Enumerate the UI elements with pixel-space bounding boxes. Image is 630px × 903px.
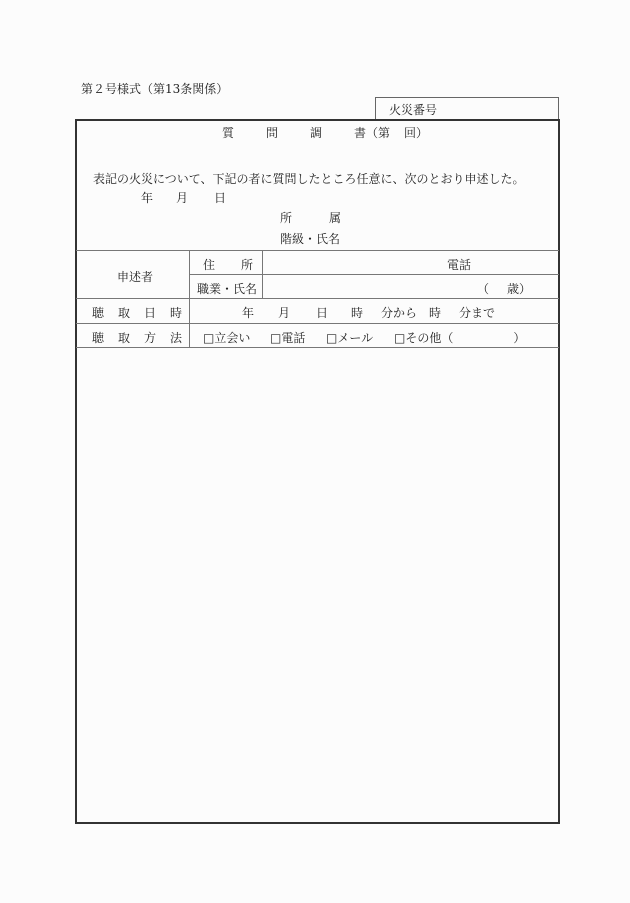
statement-text: 表記の火災について、下記の者に質問したところ任意に、次のとおり申述した。 bbox=[93, 172, 525, 186]
divider bbox=[76, 298, 559, 299]
divider bbox=[189, 274, 559, 275]
document-title: 質 問 調 書（第 回） bbox=[222, 126, 429, 140]
phone-label: 電話 bbox=[447, 258, 472, 272]
declarant-label: 申述者 bbox=[117, 270, 154, 284]
age-field[interactable]: （ 歳） bbox=[477, 282, 532, 296]
statement-date[interactable]: 年 月 日 bbox=[141, 191, 227, 205]
occupation-name-label: 職業・氏名 bbox=[197, 282, 258, 296]
method-in-person-checkbox[interactable]: □立会い bbox=[203, 331, 251, 345]
divider bbox=[76, 250, 559, 251]
hearing-datetime-label: 聴 取 日 時 bbox=[92, 306, 183, 320]
method-other-checkbox[interactable]: □その他（ ） bbox=[394, 331, 526, 345]
method-phone-checkbox[interactable]: □電話 bbox=[270, 331, 306, 345]
rank-name-label: 階級・氏名 bbox=[280, 232, 341, 246]
statement-body-area[interactable] bbox=[77, 349, 558, 822]
fire-number-label: 火災番号 bbox=[389, 103, 438, 117]
hearing-datetime-field[interactable]: 年 月 日 時 分から 時 分まで bbox=[242, 306, 496, 320]
divider bbox=[76, 347, 559, 348]
divider bbox=[76, 323, 559, 324]
address-label: 住 所 bbox=[203, 258, 254, 272]
divider bbox=[262, 250, 263, 298]
hearing-method-label: 聴 取 方 法 bbox=[92, 331, 183, 345]
method-email-checkbox[interactable]: □メール bbox=[326, 331, 374, 345]
fire-number-box bbox=[375, 97, 559, 119]
affiliation-label: 所 属 bbox=[280, 211, 342, 225]
form-number: 第２号様式（第13条関係） bbox=[81, 82, 229, 96]
address-field[interactable] bbox=[264, 252, 558, 273]
divider bbox=[189, 250, 190, 348]
